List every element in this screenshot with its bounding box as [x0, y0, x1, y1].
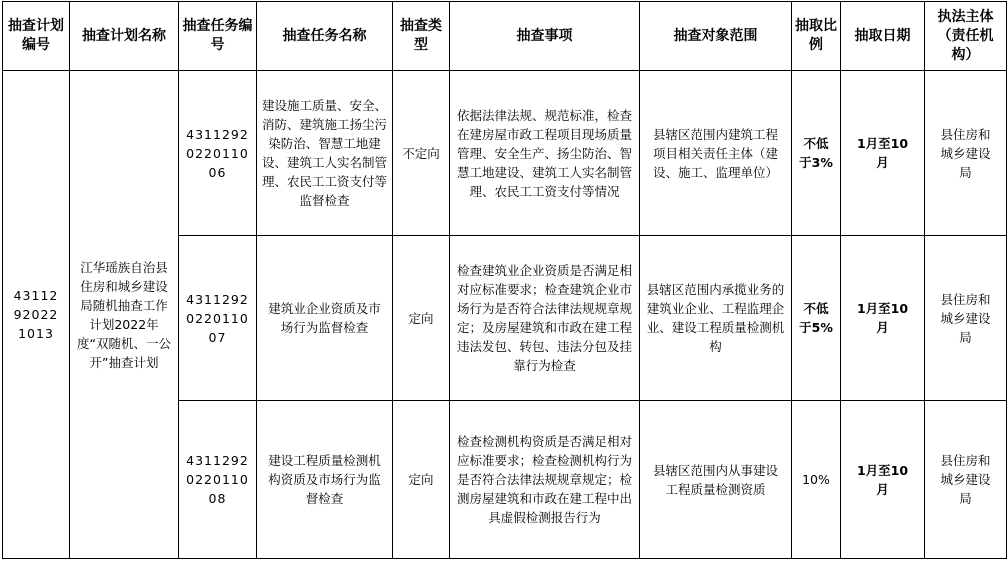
ratio-cell: 10%	[792, 401, 841, 559]
header-check-type: 抽查类型	[393, 2, 450, 71]
table-row	[3, 71, 1007, 236]
header-task-no: 抽查任务编号	[179, 2, 257, 71]
task-name-cell: 建筑业企业资质及市场行为监督检查	[257, 236, 393, 401]
ratio-cell: 不低于3%	[792, 71, 841, 236]
header-items: 抽查事项	[450, 2, 640, 71]
check-type-cell: 定向	[393, 401, 450, 559]
task-name-cell: 建设工程质量检测机构资质及市场行为监督检查	[257, 401, 393, 559]
scope-cell: 县辖区范围内建筑工程项目相关责任主体（建设、施工、监理单位）	[640, 71, 792, 236]
task-number-cell: 4311292022011007	[179, 236, 257, 401]
header-row	[3, 2, 1007, 71]
task-name-cell: 建设施工质量、安全、消防、建筑施工扬尘污染防治、智慧工地建设、建筑工人实名制管理、农民工工资支付等监督检查	[257, 71, 393, 236]
header-date: 抽取日期	[841, 2, 925, 71]
header-scope: 抽查对象范围	[640, 2, 792, 71]
check-items-cell: 依据法律法规、规范标准，检查在建房屋市政工程项目现场质量管理、安全生产、扬尘防治、智慧工地建设、建筑工人实名制管理、农民工工资支付等情况	[450, 71, 640, 236]
subject-cell: 县住房和城乡建设局	[925, 401, 1007, 559]
header-plan-name: 抽查计划名称	[70, 2, 179, 71]
header-subject: 执法主体（责任机构）	[925, 2, 1007, 71]
subject-cell: 县住房和城乡建设局	[925, 236, 1007, 401]
header-task-name: 抽查任务名称	[257, 2, 393, 71]
check-items-cell: 检查建筑业企业资质是否满足相对应标准要求；检查建筑企业市场行为是否符合法律法规规章规定；及房屋建筑和市政在建工程违法发包、转包、违法分包及挂靠行为检查	[450, 236, 640, 401]
check-items-cell: 检查检测机构资质是否满足相对应标准要求；检查检测机构行为是否符合法律法规规章规定；检测房屋建筑和市政在建工程中出具虚假检测报告行为	[450, 401, 640, 559]
date-cell: 1月至10月	[841, 71, 925, 236]
ratio-cell: 不低于5%	[792, 236, 841, 401]
check-type-cell: 不定向	[393, 71, 450, 236]
header-plan-no: 抽查计划编号	[3, 2, 70, 71]
scope-cell: 县辖区范围内从事建设工程质量检测资质	[640, 401, 792, 559]
task-number-cell: 4311292022011008	[179, 401, 257, 559]
date-cell: 1月至10月	[841, 401, 925, 559]
plan-name-cell: 江华瑶族自治县住房和城乡建设局随机抽查工作计划2022年度“双随机、一公开”抽查计划	[70, 71, 179, 559]
date-cell: 1月至10月	[841, 236, 925, 401]
task-number-cell: 4311292022011006	[179, 71, 257, 236]
header-ratio: 抽取比例	[792, 2, 841, 71]
scope-cell: 县辖区范围内承揽业务的建筑业企业、工程监理企业、建设工程质量检测机构	[640, 236, 792, 401]
plan-number-cell: 43112920221013	[3, 71, 70, 559]
subject-cell: 县住房和城乡建设局	[925, 71, 1007, 236]
inspection-plan-table	[2, 1, 1007, 559]
check-type-cell: 定向	[393, 236, 450, 401]
